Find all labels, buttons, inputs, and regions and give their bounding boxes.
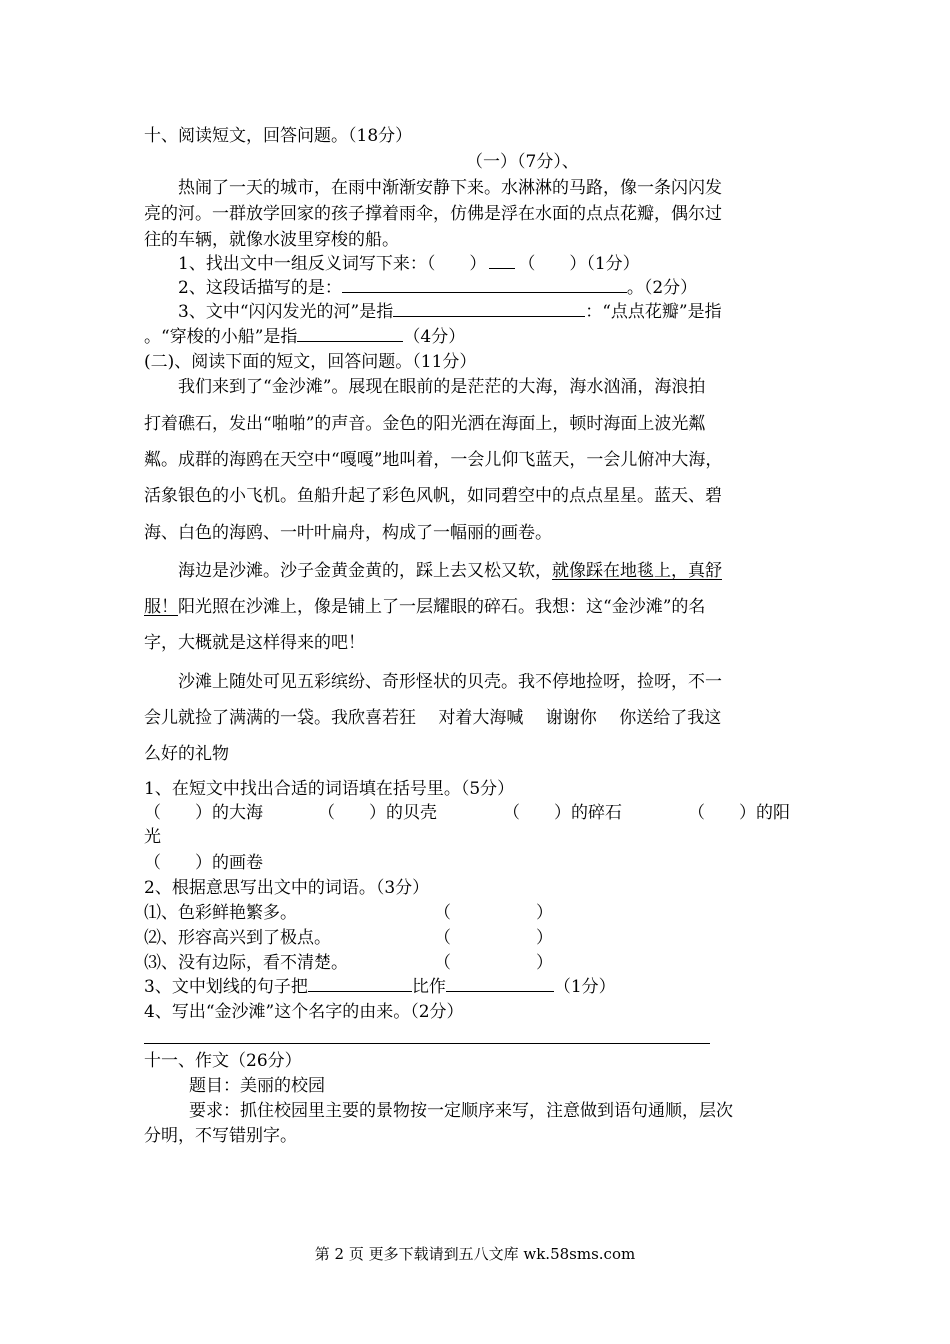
fill-blank-item[interactable]: （ ）的大海: [144, 803, 263, 823]
essay-topic: 题目：美丽的校园: [189, 1076, 325, 1096]
question-1-text-2: （ ）（1分）: [518, 254, 640, 274]
fill-blank-item[interactable]: （ ）的贝壳: [318, 803, 437, 823]
fill-blank-item[interactable]: （ ）的碎石: [503, 803, 622, 823]
subquestion-2: 2、根据意思写出文中的词语。（3分）: [144, 878, 430, 898]
fill-blank-item[interactable]: （ ）的画卷: [144, 853, 263, 873]
passage2-line: [178, 559, 722, 583]
question-2: [178, 276, 697, 300]
question-1-text: 1、找出文中一组反义词写下来：（ ）: [178, 254, 487, 274]
fill-blank-wrap: 光: [144, 827, 161, 847]
subquestion-3: [144, 975, 616, 999]
answer-blank[interactable]: [393, 300, 585, 317]
answer-line[interactable]: [144, 1043, 710, 1044]
answer-blank[interactable]: [297, 325, 403, 342]
passage2-line: [144, 595, 705, 619]
subquestion-4: 4、写出“金沙滩”这个名字的由来。（2分）: [144, 1002, 464, 1022]
question-3-text-2: ：“点点花瓣”是指: [585, 302, 722, 322]
subquestion-3-text-2: 比作: [411, 977, 446, 997]
subquestion-1: 1、在短文中找出合适的词语填在括号里。（5分）: [144, 779, 515, 799]
passage-text: 海边是沙滩。沙子金黄金黄的，踩上去又松又软，: [178, 561, 552, 581]
passage-text: 阳光照在沙滩上，像是铺上了一层耀眼的碎石。: [178, 597, 535, 617]
passage2-line: 会儿就捡了满满的一袋。我欣喜若狂 对着大海喊 谢谢你 你送给了我这: [144, 708, 722, 728]
definition-blank[interactable]: （ ）: [434, 903, 553, 923]
passage2-line: 海、白色的海鸥、一叶叶扁舟，构成了一幅丽的画卷。: [144, 523, 552, 543]
definition-item: ⑵、形容高兴到了极点。: [144, 928, 331, 948]
definition-item: ⑴、色彩鲜艳繁多。: [144, 903, 297, 923]
page-footer: 第 2 页 更多下载请到五八文库 wk.58sms.com: [314, 1245, 636, 1263]
section-11-title: 十一、作文（26分）: [144, 1051, 302, 1071]
definition-blank[interactable]: （ ）: [434, 953, 553, 973]
passage-text: 我想：这“金沙滩”的名: [535, 597, 706, 617]
passage1-line: 热闹了一天的城市，在雨中渐渐安静下来。水淋淋的马路，像一条闪闪发: [178, 178, 722, 198]
part1-heading: （一）（7分）、: [466, 152, 579, 172]
fill-blank-item[interactable]: （ ）的阳: [688, 803, 790, 823]
section-10-title: 十、阅读短文，回答问题。（18分）: [144, 126, 413, 146]
passage2-line: 粼。成群的海鸥在天空中“嘎嘎”地叫着，一会儿仰飞蓝天，一会儿俯冲大海，: [144, 450, 723, 470]
subquestion-3-points: （1分）: [553, 977, 616, 997]
subquestion-3-text: 3、文中划线的句子把: [144, 977, 308, 997]
answer-blank[interactable]: [446, 975, 554, 992]
essay-requirement: 要求：抓住校园里主要的景物按一定顺序来写，注意做到语句通顺，层次: [189, 1101, 733, 1121]
question-1: [178, 252, 640, 276]
question-3-text-3: 。“穿梭的小船”是指: [144, 327, 298, 347]
passage2-line: 我们来到了“金沙滩”。展现在眼前的是茫茫的大海，海水汹涌，海浪拍: [178, 377, 706, 397]
question-3-points: （4分）: [403, 327, 466, 347]
answer-blank[interactable]: [308, 975, 412, 992]
definition-item: ⑶、没有边际，看不清楚。: [144, 953, 348, 973]
question-3-text: 3、文中“闪闪发光的河”是指: [178, 302, 394, 322]
answer-blank[interactable]: [342, 276, 627, 293]
essay-requirement-cont: 分明，不写错别字。: [144, 1126, 297, 1146]
underlined-sentence: 就像踩在地毯上，真舒: [552, 561, 722, 581]
passage2-line: 活象银色的小飞机。鱼船升起了彩色风帆，如同碧空中的点点星星。蓝天、碧: [144, 486, 722, 506]
passage2-line: 么好的礼物: [144, 744, 229, 764]
definition-blank[interactable]: （ ）: [434, 928, 553, 948]
passage1-line: 亮的河。一群放学回家的孩子撑着雨伞，仿佛是浮在水面的点点花瓣，偶尔过: [144, 204, 722, 224]
question-3-cont: [144, 325, 465, 349]
part2-heading: (二)、阅读下面的短文，回答问题。（11分）: [144, 352, 477, 372]
passage2-line: 字，大概就是这样得来的吧！: [144, 633, 365, 653]
answer-blank[interactable]: [489, 252, 515, 269]
question-3: [178, 300, 722, 324]
passage2-line: 沙滩上随处可见五彩缤纷、奇形怪状的贝壳。我不停地捡呀，捡呀，不一: [178, 672, 722, 692]
question-2-text: 2、这段话描写的是：: [178, 278, 342, 298]
underlined-sentence: 服！: [144, 597, 178, 617]
passage2-line: 打着礁石，发出“啪啪”的声音。金色的阳光洒在海面上，顿时海面上波光粼: [144, 414, 706, 434]
passage1-line: 往的车辆，就像水波里穿梭的船。: [144, 230, 399, 250]
question-2-points: 。（2分）: [626, 278, 698, 298]
